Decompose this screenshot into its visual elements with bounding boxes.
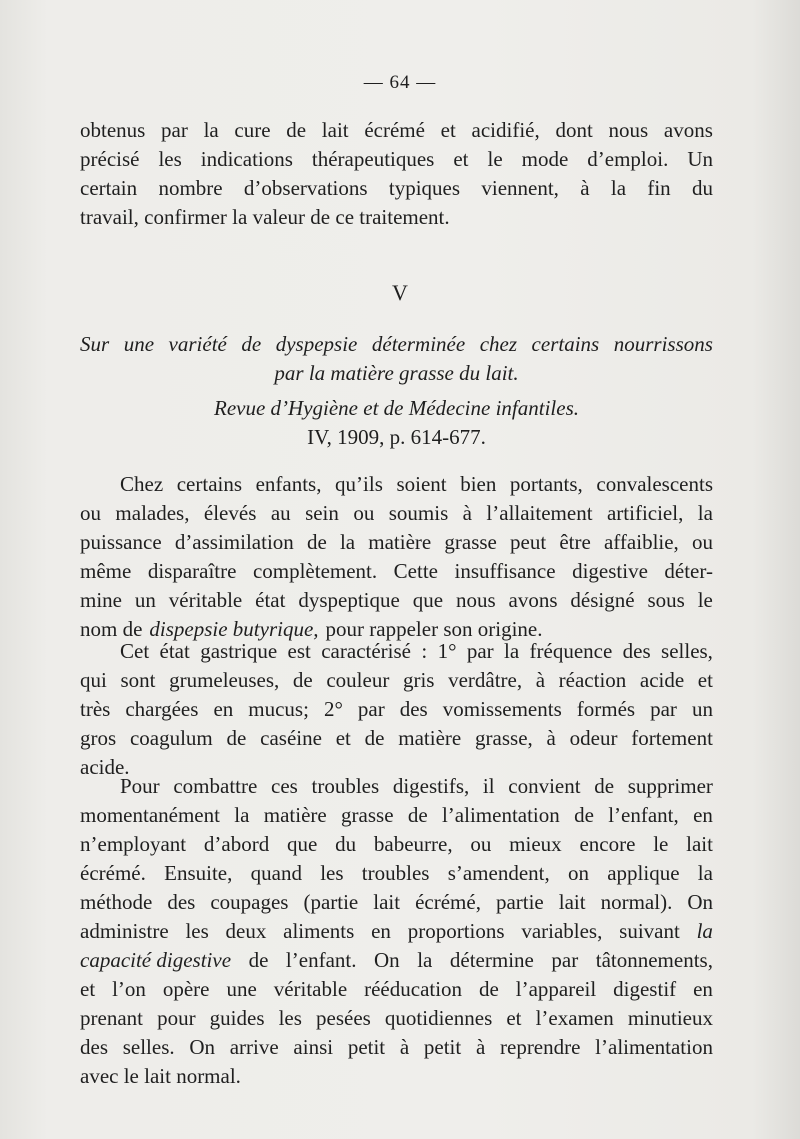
word: des [80,1035,108,1059]
word: nombre [158,176,223,200]
word: couleur [326,668,390,692]
word: déterminée [371,332,466,356]
word: guides [209,1006,265,1030]
section-title-line: par la matière grasse du lait. [274,361,519,385]
word: pour rappeler son origine. [325,617,543,641]
word: lait [373,890,401,914]
word: aliments [283,919,355,943]
word: mieux [509,832,562,856]
word: nous [608,118,649,142]
word: élevés [203,501,257,525]
journal-name: Revue d’Hygiène et de Médecine infantiles. [214,396,579,420]
word: des [622,639,651,663]
word: par [650,697,677,721]
text-line [80,470,713,499]
word: nourrissons [613,332,713,356]
word: écrémé. [80,861,146,885]
word: la [234,803,250,827]
word: complètement. [252,559,378,583]
word: malades, [115,501,190,525]
word: administre [80,919,169,943]
word: dyspepsie [275,332,358,356]
word: ou [80,501,101,525]
word: la [339,530,356,554]
word: s’amendent, [447,861,550,885]
word: ces [271,774,298,798]
text-line [80,946,713,975]
word: Sur [80,332,110,356]
word: les [158,147,182,171]
word: convient [508,774,581,798]
word: l’allaitement [486,501,593,525]
word: sein [305,501,339,525]
word: Ensuite, [164,861,233,885]
word: la [696,919,713,943]
word: avons [663,118,713,142]
word: l’alimentation [595,1035,713,1059]
word: thérapeutiques [311,147,435,171]
word: à [535,668,546,692]
word: combattre [173,774,258,798]
word: qui [80,668,107,692]
word: et [506,1006,522,1030]
word: lait [686,832,713,856]
word: arrive [229,1035,279,1059]
word: et [453,147,469,171]
word: de [306,530,327,554]
word: matière [398,726,462,750]
word: de [248,948,269,972]
word: quotidiennes [384,1006,493,1030]
word: typiques [388,176,461,200]
word: caséine [260,726,322,750]
word: acide. [80,755,130,779]
word: et [440,118,456,142]
word: indications [200,147,293,171]
word: du [691,176,713,200]
word: l’enfant. [285,948,357,972]
word: On [374,948,400,972]
word: fortement [631,726,713,750]
intro-paragraph [80,116,713,232]
text-line [80,557,713,586]
word: la [697,501,713,525]
word: coagulum [129,726,213,750]
word: un [691,697,713,721]
word: proportions [407,919,505,943]
word: convalescents [596,472,713,496]
word: odeur [569,726,618,750]
word: il [482,774,495,798]
word: opère [162,977,210,1001]
word: enfants, [255,472,322,496]
word: quand [250,861,302,885]
word: peut [510,530,547,554]
word: dont [555,118,593,142]
word: viennent, [481,176,559,200]
word: précisé [80,147,140,171]
word: la [504,639,520,663]
word: véritable [168,588,243,612]
word: sont [120,668,156,692]
word: de [364,726,385,750]
word: de [226,726,247,750]
text-line [80,1033,713,1062]
text-line [80,499,713,528]
word: fin [647,176,671,200]
word: l’enfant, [608,803,679,827]
word: d’emploi. [587,147,669,171]
paragraph [80,637,713,782]
word: mine [80,588,122,612]
word: troubles [361,861,430,885]
word: acidifié, [471,118,540,142]
word: gris [402,668,435,692]
word: : [421,639,428,663]
word: matière [263,803,327,827]
text-line [80,917,713,946]
word: de [594,774,615,798]
word: coupages [210,890,289,914]
word: mucus; [248,697,309,721]
word: détermine [449,948,534,972]
word: que [287,832,318,856]
word: le [653,832,669,856]
word: par [551,948,579,972]
word: en [693,977,713,1001]
word: Un [687,147,713,171]
word: le [487,147,503,171]
word: rééducation [364,977,463,1001]
word: n’employant [80,832,187,856]
text-line [80,637,713,666]
word: nom de [80,617,143,641]
word: avons [508,588,558,612]
word: avec le lait normal. [80,1064,241,1088]
word: grasse, [475,726,533,750]
text-line [80,666,713,695]
word: digestifs, [392,774,470,798]
citation-block [80,394,713,452]
text-line [80,203,713,232]
word: véritable [273,977,348,1001]
text-line [80,116,713,145]
word: digestive [572,559,648,583]
word: la [697,861,713,885]
word: dispepsie butyrique, [149,617,319,641]
word: disparaître [147,559,237,583]
word: méthode [80,890,153,914]
word: ou [353,501,375,525]
section-numeral: V [392,280,408,305]
word: obtenus [80,118,146,142]
word: à [580,176,590,200]
word: des [399,697,428,721]
word: acide [639,668,685,692]
word: pour [157,1006,196,1030]
word: verdâtre, [448,668,523,692]
word: affaiblie, [603,530,679,554]
word: lait [558,890,586,914]
word: lait [321,118,349,142]
word: insuffisance [454,559,556,583]
text-line [80,528,713,557]
word: grasse [341,803,394,827]
word: désigné [570,588,635,612]
word: caractérisé [321,639,411,663]
word: être [559,530,591,554]
word: ou [691,530,713,554]
word: état [159,639,190,663]
word: de [574,803,594,827]
word: des [167,890,196,914]
text-line [80,772,713,801]
text-line [80,830,713,859]
word: de [292,668,313,692]
word: grumeleuses, [169,668,280,692]
word: 1° [437,639,457,663]
word: reprendre [500,1035,581,1059]
word: d’assimilation [174,530,294,554]
text-line [80,1062,713,1091]
word: les [278,1006,302,1030]
word: ou [470,832,492,856]
word: de [241,332,262,356]
word: bien [460,472,497,496]
word: soumis [388,501,449,525]
word: babeurre, [373,832,453,856]
word: la [610,176,627,200]
word: suivant [619,919,680,943]
word: ainsi [293,1035,334,1059]
word: une [226,977,257,1001]
word: du [335,832,357,856]
word: en [693,803,713,827]
word: déter- [664,559,713,583]
paragraph [80,772,713,1091]
word: encore [579,832,636,856]
word: selles, [661,639,713,663]
word: travail, confirmer la valeur de ce traitement. [80,205,450,229]
word: une [123,332,155,356]
word: vomissements [442,697,562,721]
text-line [80,145,713,174]
word: cure [234,118,271,142]
word: applique [607,861,680,885]
word: écrémé [364,118,425,142]
word: l’examen [535,1006,614,1030]
word: petit [423,1035,462,1059]
word: variables, [521,919,603,943]
word: gastrique [200,639,278,663]
word: même [80,559,132,583]
text-line [80,724,713,753]
text-line [80,695,713,724]
word: à [462,501,472,525]
page-number: — 64 — [363,72,437,93]
text-line [80,888,713,917]
word: très [80,697,111,721]
word: et [697,668,713,692]
word: On [189,1035,216,1059]
word: certains [176,472,243,496]
word: Chez [120,472,164,496]
word: les [185,919,209,943]
word: au [270,501,291,525]
text-line [80,174,713,203]
word: pesées [316,1006,371,1030]
word: par [357,697,385,721]
word: d’observations [243,176,368,200]
word: Pour [120,774,160,798]
word: 2° [323,697,343,721]
word: soient [396,472,447,496]
word: On [687,890,713,914]
word: tâtonnements, [595,948,713,972]
text-line [80,975,713,1004]
word: certains [531,332,600,356]
word: digestif [613,977,677,1001]
word: l’appareil [515,977,597,1001]
word: portants, [509,472,583,496]
word: à [399,1035,410,1059]
word: petit [347,1035,386,1059]
text-line [80,859,713,888]
word: certain [80,176,138,200]
word: qu’ils [335,472,383,496]
word: minutieux [627,1006,713,1030]
section-title-line [80,330,713,359]
word: l’on [112,977,146,1001]
word: on [567,861,589,885]
word: réaction [558,668,627,692]
word: l’alimentation [441,803,560,827]
word: de [407,803,428,827]
word: dyspeptique [298,588,400,612]
word: (partie [303,890,359,914]
word: nous [455,588,496,612]
word: momentanément [80,803,220,827]
word: et [335,726,351,750]
word: la [417,948,433,972]
word: à [475,1035,486,1059]
word: normal). [600,890,673,914]
word: artificiel, [606,501,684,525]
word: les [320,861,344,885]
section-title [80,330,713,388]
word: gros [80,726,117,750]
word: fréquence [529,639,613,663]
word: supprimer [627,774,713,798]
paragraph [80,470,713,644]
word: de [286,118,307,142]
word: la [203,118,219,142]
word: un [134,588,156,612]
word: troubles [311,774,380,798]
word: mode [521,147,569,171]
word: partie [495,890,544,914]
word: grasse [444,530,497,554]
word: à [546,726,556,750]
word: le [697,588,713,612]
word: capacité digestive [80,948,232,972]
word: Cet [120,639,150,663]
word: que [412,588,444,612]
word: selles. [122,1035,175,1059]
word: et [80,977,96,1001]
word: écrémé, [415,890,481,914]
word: en [371,919,391,943]
word: état [255,588,286,612]
text-line [80,586,713,615]
word: variété [168,332,227,356]
word: formés [576,697,636,721]
text-line [80,801,713,830]
word: chargées [125,697,199,721]
word: chez [479,332,518,356]
word: deux [225,919,267,943]
word: est [287,639,311,663]
word: puissance [80,530,162,554]
word: en [213,697,234,721]
word: par [466,639,494,663]
text-line [80,1004,713,1033]
word: prenant [80,1006,143,1030]
word: sous [647,588,685,612]
citation: IV, 1909, p. 614-677. [307,425,486,449]
word: de [479,977,499,1001]
word: par [161,118,188,142]
word: d’abord [203,832,270,856]
word: Cette [393,559,438,583]
word: matière [368,530,432,554]
